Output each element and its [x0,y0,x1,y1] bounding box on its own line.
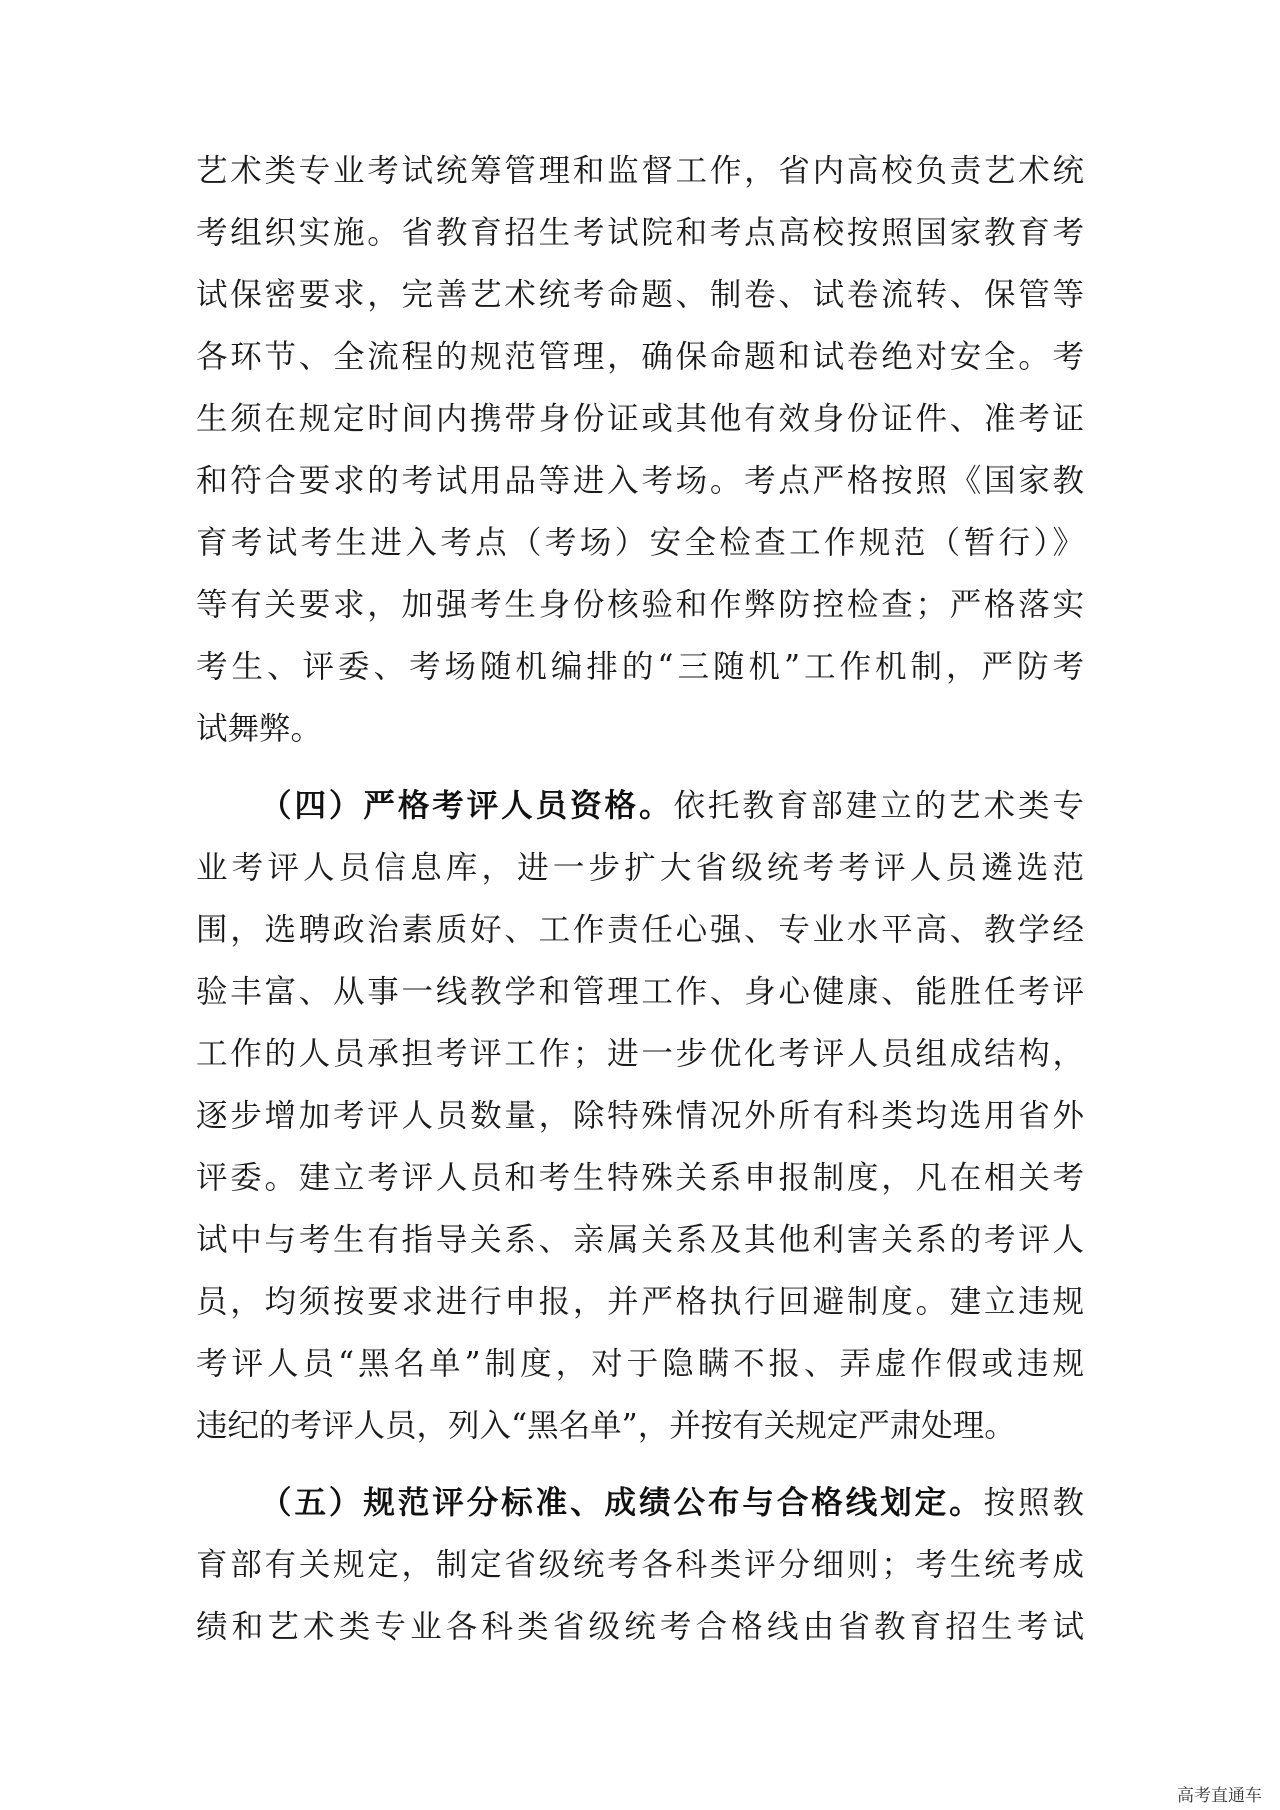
section-4-first-line-text: 依托教育部建立的艺术类专 [673,788,1084,824]
paragraph-line: 工作的人员承担考评工作；进一步优化考评人员组成结构， [196,1036,1084,1072]
paragraph-line: 育部有关规定，制定省级统考各科类评分细则；考生统考成 [196,1547,1084,1583]
paragraph-line: 考生、评委、考场随机编排的“三随机”工作机制，严防考 [196,649,1084,685]
paragraph-line: 围，选聘政治素质好、工作责任心强、专业水平高、教学经 [196,912,1084,948]
paragraph-line: 试中与考生有指导关系、亲属关系及其他利害关系的考评人 [196,1222,1084,1258]
paragraph-line: 试保密要求，完善艺术统考命题、制卷、试卷流转、保管等 [196,277,1084,313]
watermark: 高考直通车 [1177,1786,1262,1806]
section-5-first-line [260,1475,1084,1531]
paragraph-line: 业考评人员信息库，进一步扩大省级统考考评人员遴选范 [196,850,1084,886]
paragraph-line: 评委。建立考评人员和考生特殊关系申报制度，凡在相关考 [196,1160,1084,1196]
paragraph-line: 员，均须按要求进行申报，并严格执行回避制度。建立违规 [196,1284,1084,1320]
section-4-heading: （四）严格考评人员资格。 [260,788,674,824]
paragraph-line: 绩和艺术类专业各科类省级统考合格线由省教育招生考试 [196,1609,1084,1645]
section-5-first-line-text: 按照教 [983,1485,1084,1521]
paragraph-line: 违纪的考评人员，列入“黑名单”，并按有关规定严肃处理。 [196,1408,1016,1444]
section-5-heading: （五）规范评分标准、成绩公布与合格线划定。 [260,1485,984,1521]
paragraph-line: 育考试考生进入考点（考场）安全检查工作规范（暂行）》 [196,525,1084,561]
paragraph-line: 验丰富、从事一线教学和管理工作、身心健康、能胜任考评 [196,974,1084,1010]
paragraph-line: 和符合要求的考试用品等进入考场。考点严格按照《国家教 [196,463,1084,499]
paragraph-line: 艺术类专业考试统筹管理和监督工作，省内高校负责艺术统 [196,153,1084,189]
paragraph-line: 等有关要求，加强考生身份核验和作弊防控检查；严格落实 [196,587,1084,623]
paragraph-line: 生须在规定时间内携带身份证或其他有效身份证件、准考证 [196,401,1084,437]
paragraph-line: 考组织实施。省教育招生考试院和考点高校按照国家教育考 [196,215,1084,251]
paragraph-line: 逐步增加考评人员数量，除特殊情况外所有科类均选用省外 [196,1098,1084,1134]
paragraph-line: 各环节、全流程的规范管理，确保命题和试卷绝对安全。考 [196,339,1084,375]
paragraph-line: 考评人员“黑名单”制度，对于隐瞒不报、弄虚作假或违规 [196,1346,1084,1382]
section-4-first-line [260,778,1084,834]
paragraph-line: 试舞弊。 [196,711,323,747]
